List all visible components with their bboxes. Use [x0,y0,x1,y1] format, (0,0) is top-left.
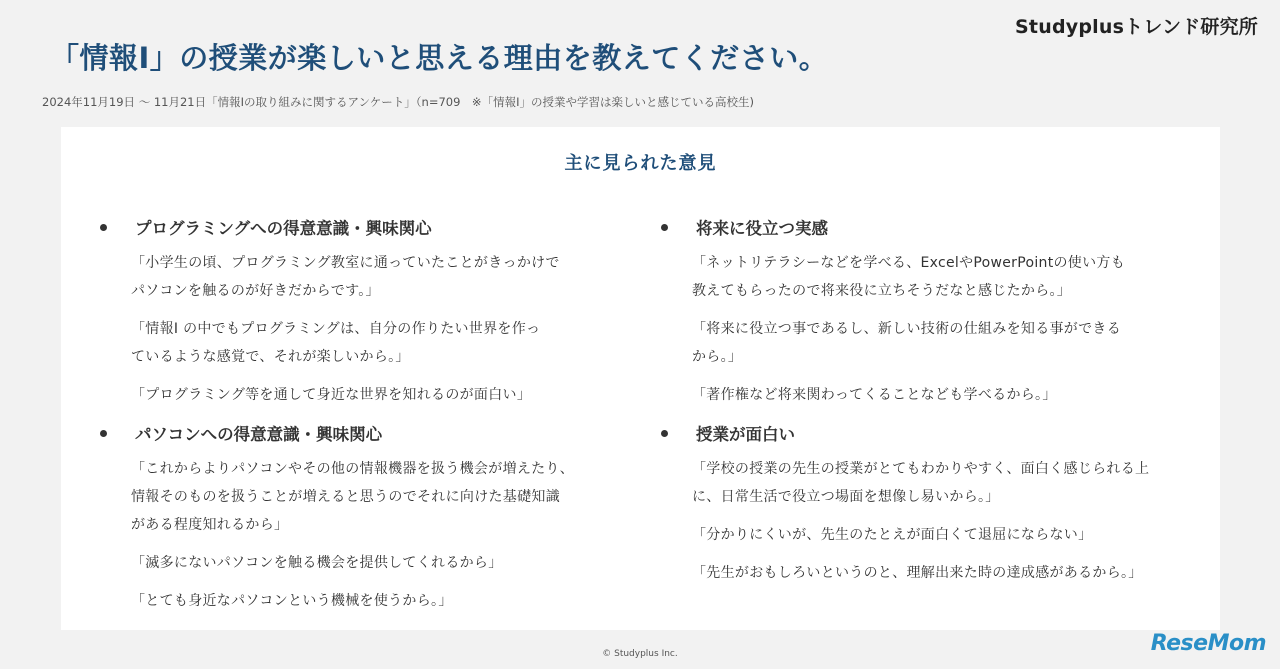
right-column [658,213,1203,597]
resemom-logo: ReseMom [1150,631,1266,656]
group-heading-text: パソコンへの得意意識・興味関心 [135,425,383,444]
opinion-group [658,419,1203,587]
group-heading [658,419,1203,447]
opinion-quote: 「情報Ⅰ の中でもプログラミングは、自分の作りたい世界を作っ ているような感覚で、それが楽しいから。」 [131,321,541,365]
group-heading [97,419,617,447]
bullet-icon [661,430,668,437]
opinion-quote: 「とても身近なパソコンという機械を使うから。」 [131,593,453,609]
opinion-quote: 「滅多にないパソコンを触る機会を提供してくれるから」 [131,555,503,571]
opinion-group [97,213,617,409]
opinion-quote: 「著作権など将来関わってくることなども学べるから。」 [692,387,1057,403]
opinion-quote: 「これからよりパソコンやその他の情報機器を扱う機会が増えたり、 情報そのものを扱うことが増えると思うのでそれに向けた基礎知識 がある程度知れるから」 [131,461,575,533]
bullet-icon [100,430,107,437]
page-title: 「情報Ⅰ」の授業が楽しいと思える理由を教えてください。 [50,41,829,75]
group-heading [97,213,617,241]
panel-title: 主に見られた意見 [564,153,717,174]
copyright-notice: © Studyplus Inc. [602,649,678,659]
group-heading-text: 将来に役立つ実感 [696,219,828,238]
opinion-quote: 「分かりにくいが、先生のたとえが面白くて退屈にならない」 [692,527,1093,543]
brand-name: Studyplusトレンド研究所 [1015,16,1258,38]
survey-subtitle: 2024年11月19日 〜 11月21日「情報Ⅰの取り組みに関するアンケート」（n=709 ※「情報Ⅰ」の授業や学習は楽しいと感じている高校生) [42,95,754,109]
opinion-quote: 「学校の授業の先生の授業がとてもわかりやすく、面白く感じられる上 に、日常生活で役立つ場面を想像し易いから。」 [692,461,1150,505]
group-heading-text: プログラミングへの得意意識・興味関心 [135,219,432,238]
opinion-quote: 「将来に役立つ事であるし、新しい技術の仕組みを知る事ができる から。」 [692,321,1121,365]
bullet-icon [661,224,668,231]
group-heading [658,213,1203,241]
opinion-quote: 「プログラミング等を通して身近な世界を知れるのが面白い」 [131,387,532,403]
opinion-quote: 「ネットリテラシーなどを学べる、ExcelやPowerPointの使い方も 教えてもらったので将来役に立ちそうだなと感じたから。」 [692,255,1125,299]
left-column [97,213,617,625]
bullet-icon [100,224,107,231]
opinion-quote: 「小学生の頃、プログラミング教室に通っていたことがきっかけで パソコンを触るのが好きだからです。」 [131,255,560,299]
opinions-panel [61,127,1220,630]
opinion-group [658,213,1203,409]
opinion-quote: 「先生がおもしろいというのと、理解出来た時の達成感があるから。」 [692,565,1143,581]
group-heading-text: 授業が面白い [696,425,795,444]
opinion-group [97,419,617,615]
